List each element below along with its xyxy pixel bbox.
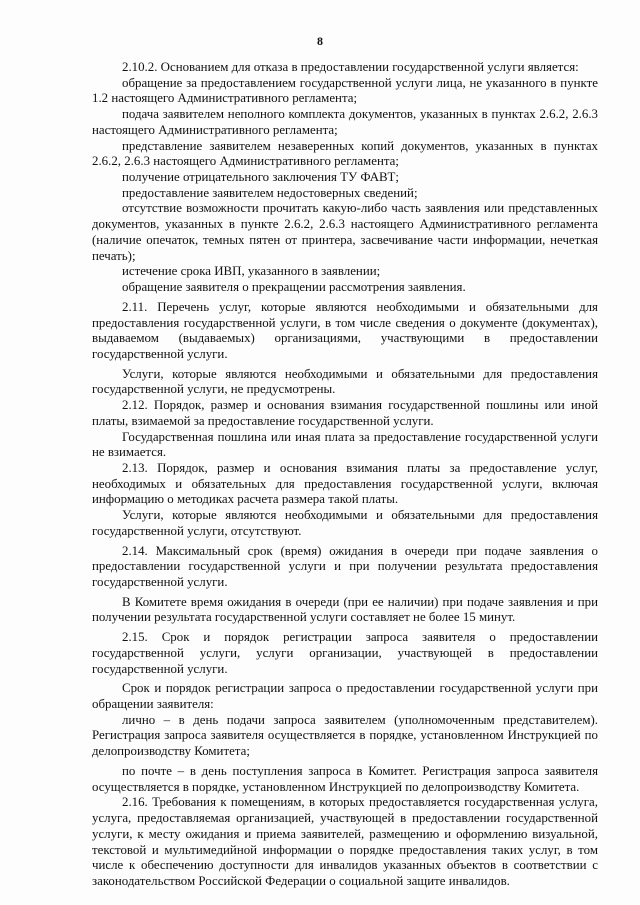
- registration-by-mail: по почте – в день поступления запроса в Комитет. Регистрация запроса заявителя осуществляется в порядке, установленном Инструкцией по делопроизводству Комитета.: [92, 763, 598, 794]
- refusal-ground-2: подача заявителем неполного комплекта документов, указанных в пунктах 2.6.2, 2.6.3 настоящего Административного регламента;: [92, 107, 598, 137]
- registration-in-person: лично – в день подачи запроса заявителем (уполномоченным представителем). Регистрация запроса заявителя осуществляется в порядке, установленном Инструкцией по делопроизводству Комитета;: [92, 712, 598, 759]
- refusal-ground-8: обращение заявителя о прекращении рассмотрения заявления.: [122, 280, 466, 295]
- paragraph-2-15: 2.15. Срок и порядок регистрации запроса заявителя о предоставлении государственной услуги, услуги организации, участвующей в предоставлении государственной услуги.: [92, 630, 598, 676]
- paragraph-2-11: 2.11. Перечень услуг, которые являются необходимыми и обязательными для предоставления государственной услуги, в том числе сведения о документе (документах), выдаваемом (выдаваемых) организациями, участвующими в предоставлении государственной услуги.: [92, 299, 598, 361]
- paragraph-2-14: 2.14. Максимальный срок (время) ожидания в очереди при подаче заявления о предоставлении государственной услуги и при получении результата предоставления государственной услуги.: [92, 543, 598, 589]
- document-body: [92, 60, 598, 890]
- paragraph-2-11-text: Услуги, которые являются необходимыми и обязательными для предоставления государственной услуги, не предусмотрены.: [92, 366, 598, 397]
- paragraph-2-10-2: 2.10.2. Основанием для отказа в предоставлении государственной услуги является:: [122, 60, 579, 74]
- refusal-ground-3: представление заявителем незаверенных копий документов, указанных в пунктах 2.6.2, 2.6.3 настоящего Административного регламента;: [92, 138, 598, 169]
- paragraph-2-13-text: Услуги, которые являются необходимыми и обязательными для предоставления государственной услуги, отсутствуют.: [92, 508, 598, 538]
- refusal-ground-1: обращение за предоставлением государственной услуги лица, не указанного в пункте 1.2 настоящего Административного регламента;: [92, 75, 598, 106]
- paragraph-2-12-text: Государственная пошлина или иная плата за предоставление государственной услуги не взимается.: [92, 429, 598, 460]
- paragraph-2-15-text: Срок и порядок регистрации запроса о предоставлении государственной услуги при обращении заявителя:: [92, 681, 598, 712]
- refusal-ground-6: отсутствие возможности прочитать какую-либо часть заявления или представленных документов, указанных в пункте 2.6.2, 2.6.3 настоящего Административного регламента (наличие опечаток, темных пятен от принтера, засвечивание части информации, нечеткая печать);: [92, 201, 598, 263]
- page-number: 8: [317, 34, 323, 48]
- refusal-ground-5: предоставление заявителем недостоверных сведений;: [122, 185, 418, 200]
- refusal-ground-7: истечение срока ИВП, указанного в заявлении;: [122, 264, 381, 279]
- paragraph-2-12: 2.12. Порядок, размер и основания взимания государственной пошлины или иной платы, взимаемой за предоставление государственной услуги.: [92, 398, 598, 428]
- paragraph-2-16: 2.16. Требования к помещениям, в которых предоставляется государственная услуга, услуга, предоставляемая организацией, участвующей в предоставлении государственной услуги, к месту ожидания и приема заявителей, размещению и оформлению визуальной, текстовой и мультимедийной информации о порядке предоставления таких услуг, в том числе к обеспечению доступности для инвалидов указанных объектов в соответствии с законодательством Российской Федерации о социальной защите инвалидов.: [92, 795, 598, 888]
- refusal-ground-4: получение отрицательного заключения ТУ ФАВТ;: [122, 170, 399, 185]
- paragraph-2-13: 2.13. Порядок, размер и основания взимания платы за предоставление услуг, необходимых и обязательных для предоставления государственной услуги, включая информацию о методиках расчета размера такой платы.: [92, 460, 598, 507]
- paragraph-2-14-text: В Комитете время ожидания в очереди (при ее наличии) при подаче заявления и при получении результата государственной услуги составляет не более 15 минут.: [92, 594, 598, 625]
